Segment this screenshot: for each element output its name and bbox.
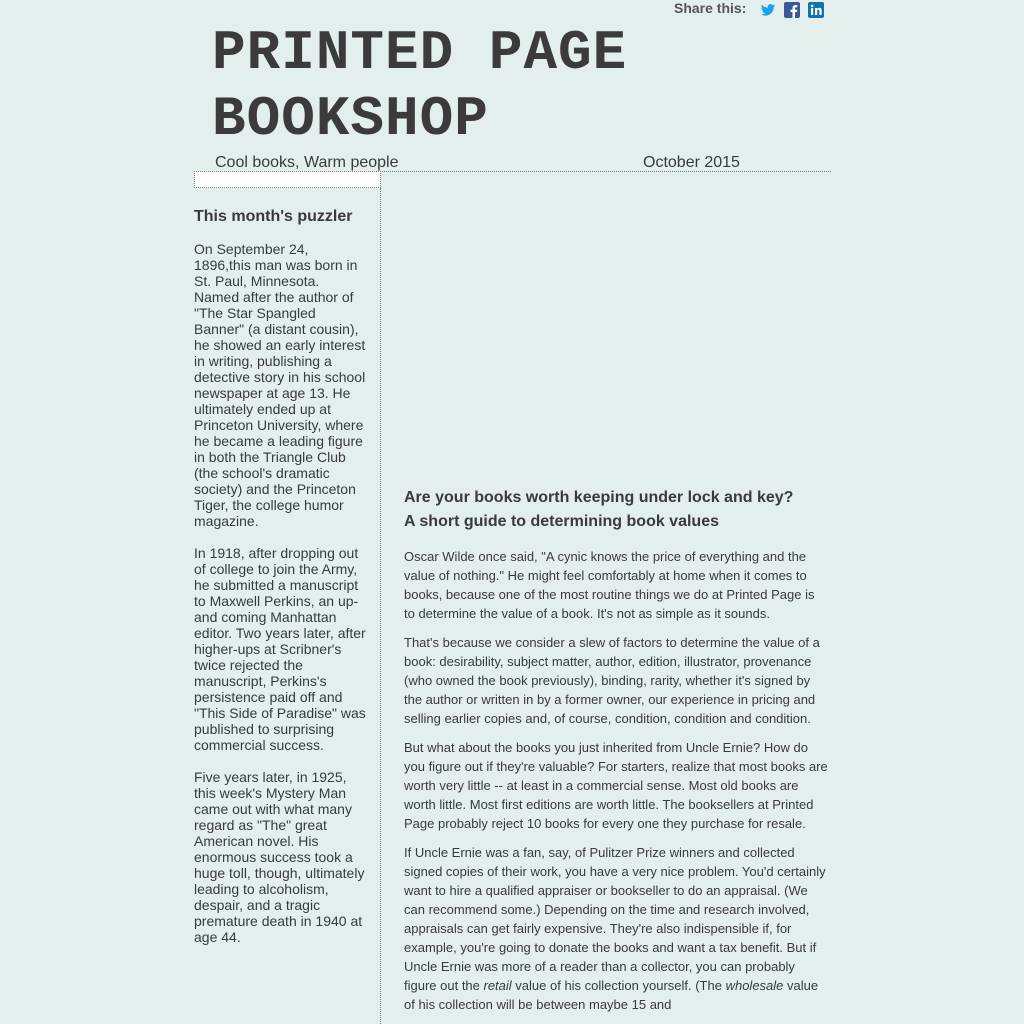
sidebar-top-box <box>194 171 381 188</box>
article-text: value of his collection yourself. (The <box>511 978 726 993</box>
article-paragraph <box>404 843 828 1014</box>
share-label: Share this: <box>674 0 747 16</box>
facebook-icon[interactable] <box>784 2 800 18</box>
article-headline-line2: A short guide to determining book values <box>404 513 719 530</box>
linkedin-icon[interactable] <box>808 2 824 18</box>
header-rule <box>380 171 831 172</box>
article-headline <box>404 486 828 534</box>
article-paragraph: That's because we consider a slew of factors to determine the value of a book: desirability, subject matter, author, edition, illustrator, provenance (who owned the book previously), binding, rarity, whether it's signed by the author or written in by a former owner, our experience in pricing and selling earlier copies and, of course, condition, condition and condition. <box>404 635 820 726</box>
sidebar <box>194 207 366 961</box>
article-paragraph: But what about the books you just inherited from Uncle Ernie? How do you figure out if they're valuable? For starters, realize that most books are worth very little -- at least in a commercial sense. Most old books are worth little. Most first editions are worth little. The booksellers at Printed Page probably reject 10 books for every one they purchase for resale. <box>404 740 828 831</box>
issue-date: October 2015 <box>643 154 740 171</box>
article-headline-line1: Are your books worth keeping under lock and key? <box>404 489 794 506</box>
share-bar <box>674 0 824 22</box>
site-title-line2: BOOKSHOP <box>212 87 489 151</box>
tagline: Cool books, Warm people <box>215 154 399 171</box>
main-article <box>404 486 828 1014</box>
puzzler-paragraph: On September 24, 1896,this man was born in St. Paul, Minnesota. Named after the author of "The Star Spangled Banner" (a distant cousin), he showed an early interest in writing, publishing a detective story in his school newspaper at age 13. He ultimately ended up at Princeton University, where he became a leading figure in both the Triangle Club (the school's dramatic society) and the Princeton Tiger, the college humor magazine. <box>194 241 366 529</box>
article-text: If Uncle Ernie was a fan, say, of Pulitzer Prize winners and collected signed copies of their work, you have a very nice problem. You'd certainly want to hire a qualified appraiser or bookseller to do an appraisal. (We can recommend some.) Depending on the time and research involved, appraisals can get fairly expensive. They're also indispensible if, for example, you're going to donate the books and want a tax benefit. But if Uncle Ernie was more of a reader than a collector, you can probably figure out the <box>404 845 826 993</box>
site-title-line1: PRINTED PAGE <box>212 21 628 85</box>
emphasis-retail: retail <box>483 978 512 993</box>
puzzler-heading: This month's puzzler <box>194 208 353 225</box>
twitter-icon[interactable] <box>760 2 776 18</box>
share-icons <box>760 2 824 18</box>
emphasis-wholesale: wholesale <box>725 978 784 993</box>
puzzler-paragraph: Five years later, in 1925, this week's Mystery Man came out with what many regard as "The" great American novel. His enormous success took a huge toll, though, ultimately leading to alcoholism, despair, and a tragic premature death in 1940 at age 44. <box>194 769 365 945</box>
article-paragraph: Oscar Wilde once said, "A cynic knows the price of everything and the value of nothing." He might feel comfortably at home when it comes to books, because one of the most routine things we do at Printed Page is to determine the value of a book. It's not as simple as it sounds. <box>404 549 815 621</box>
puzzler-paragraph: In 1918, after dropping out of college to join the Army, he submitted a manuscript to Maxwell Perkins, an up-and coming Manhattan editor. Two years later, after higher-ups at Scribner's twice rejected the manuscript, Perkins's persistence paid off and "This Side of Paradise" was published to surprising commercial success. <box>194 545 366 753</box>
site-title <box>212 20 812 152</box>
column-divider <box>380 188 381 1024</box>
article-text: value of his collection will be between maybe 15 and <box>404 978 819 1012</box>
